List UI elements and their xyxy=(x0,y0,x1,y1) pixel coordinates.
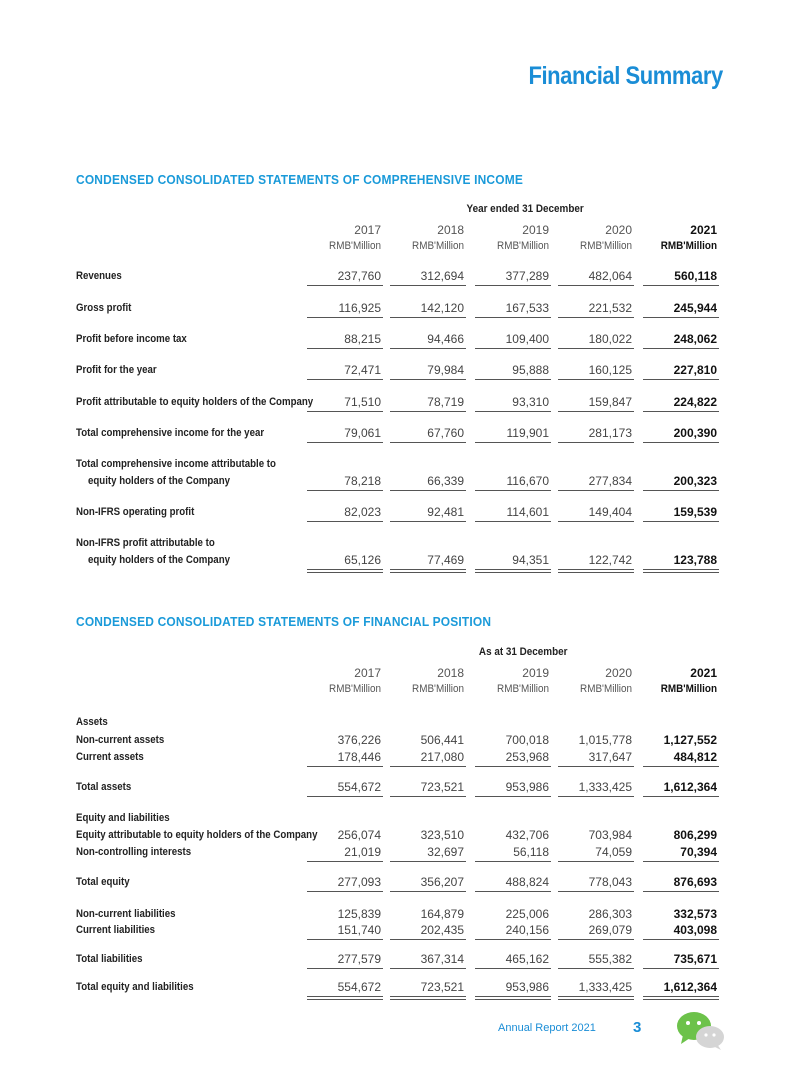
row-underline xyxy=(307,521,383,522)
position-row-label: Equity attributable to equity holders of the Company xyxy=(76,829,318,841)
row-underline xyxy=(643,796,719,797)
position-row-value: 367,314 xyxy=(420,952,464,966)
position-period-label: As at 31 December xyxy=(478,646,568,658)
double-underline xyxy=(475,996,551,1000)
position-row-value: 876,693 xyxy=(673,875,717,889)
income-unit-2018: RMB'Million xyxy=(412,240,464,252)
position-row-label: Non-current assets xyxy=(76,734,165,746)
position-row-value: 554,672 xyxy=(337,980,381,994)
position-row-value: 488,824 xyxy=(505,875,549,889)
income-row-label: Profit before income tax xyxy=(76,333,187,345)
row-underline xyxy=(390,521,466,522)
row-underline xyxy=(643,442,719,443)
position-row-value: 1,333,425 xyxy=(578,980,632,994)
position-row-value: 356,207 xyxy=(420,875,464,889)
position-row-value: 953,986 xyxy=(505,980,549,994)
row-underline xyxy=(643,939,719,940)
income-row-value: 78,218 xyxy=(344,474,381,488)
row-underline xyxy=(558,348,634,349)
position-row-label: Non-controlling interests xyxy=(76,846,192,858)
row-underline xyxy=(307,490,383,491)
position-row-value: 465,162 xyxy=(505,952,549,966)
row-underline xyxy=(307,968,383,969)
income-row-label: Gross profit xyxy=(76,302,132,314)
income-row-label: Non-IFRS operating profit xyxy=(76,506,195,518)
position-row-value: 376,226 xyxy=(337,733,381,747)
income-row-value: 116,925 xyxy=(338,301,381,315)
wechat-logo-icon xyxy=(675,1011,727,1051)
income-row-value: 78,719 xyxy=(427,395,464,409)
position-row-label: Total equity xyxy=(76,876,130,888)
footer-report-title: Annual Report 2021 xyxy=(498,1022,596,1034)
row-underline xyxy=(307,766,383,767)
income-row-value: 159,539 xyxy=(673,505,717,519)
row-underline xyxy=(307,796,383,797)
position-row-value: 277,579 xyxy=(337,952,381,966)
row-underline xyxy=(475,411,551,412)
row-underline xyxy=(558,317,634,318)
position-row-value: 202,435 xyxy=(420,923,464,937)
position-row-value: 56,118 xyxy=(513,845,549,859)
row-underline xyxy=(307,379,383,380)
income-year-2017: 2017 xyxy=(354,223,381,237)
row-underline xyxy=(558,861,634,862)
position-row-label: Current assets xyxy=(76,751,144,763)
position-row-value: 1,127,552 xyxy=(663,733,717,747)
income-row-value: 237,760 xyxy=(337,269,381,283)
row-underline xyxy=(307,285,383,286)
position-row-value: 778,043 xyxy=(588,875,632,889)
row-underline xyxy=(558,521,634,522)
position-row-value: 253,968 xyxy=(505,750,549,764)
income-row-label-cont: equity holders of the Company xyxy=(88,475,230,487)
row-underline xyxy=(643,521,719,522)
position-row-value: 1,015,778 xyxy=(578,733,632,747)
position-year-2018: 2018 xyxy=(437,666,464,680)
income-row-value: 245,944 xyxy=(673,301,717,315)
position-row-value: 21,019 xyxy=(344,845,381,859)
row-underline xyxy=(643,766,719,767)
income-row-value: 200,390 xyxy=(673,426,717,440)
row-underline xyxy=(307,891,383,892)
row-underline xyxy=(390,379,466,380)
row-underline xyxy=(643,861,719,862)
row-underline xyxy=(643,285,719,286)
position-row-value: 432,706 xyxy=(505,828,549,842)
row-underline xyxy=(307,442,383,443)
row-underline xyxy=(558,891,634,892)
income-row-value: 94,466 xyxy=(427,332,464,346)
position-row-value: 484,812 xyxy=(673,750,717,764)
position-row-value: 178,446 xyxy=(337,750,381,764)
row-underline xyxy=(558,796,634,797)
position-unit-2021: RMB'Million xyxy=(660,683,717,695)
position-row-value: 953,986 xyxy=(505,780,549,794)
position-row-value: 1,612,364 xyxy=(663,980,717,994)
income-row-value: 66,339 xyxy=(427,474,464,488)
position-unit-2017: RMB'Million xyxy=(329,683,381,695)
row-underline xyxy=(307,939,383,940)
income-section-title: CONDENSED CONSOLIDATED STATEMENTS OF COMPREHENSIVE INCOME xyxy=(76,172,524,187)
row-underline xyxy=(475,891,551,892)
income-row-value: 122,742 xyxy=(588,553,632,567)
row-underline xyxy=(475,348,551,349)
position-unit-2019: RMB'Million xyxy=(497,683,549,695)
position-unit-2018: RMB'Million xyxy=(412,683,464,695)
row-underline xyxy=(643,317,719,318)
position-row-value: 723,521 xyxy=(420,780,464,794)
position-row-value: 1,612,364 xyxy=(663,780,717,794)
row-underline xyxy=(307,317,383,318)
row-underline xyxy=(390,861,466,862)
income-row-label: Profit for the year xyxy=(76,364,157,376)
position-row-value: 1,333,425 xyxy=(578,780,632,794)
income-row-value: 180,022 xyxy=(588,332,632,346)
income-row-value: 560,118 xyxy=(674,269,717,283)
row-underline xyxy=(390,317,466,318)
position-row-value: 555,382 xyxy=(588,952,632,966)
position-row-value: 125,839 xyxy=(337,907,381,921)
double-underline xyxy=(390,996,466,1000)
income-row-value: 65,126 xyxy=(344,553,381,567)
position-row-value: 225,006 xyxy=(505,907,549,921)
double-underline xyxy=(475,569,551,573)
position-row-value: 506,441 xyxy=(420,733,464,747)
row-underline xyxy=(558,766,634,767)
income-row-value: 114,601 xyxy=(506,505,549,519)
double-underline xyxy=(307,569,383,573)
income-row-value: 95,888 xyxy=(512,363,549,377)
income-row-value: 377,289 xyxy=(505,269,549,283)
income-row-value: 71,510 xyxy=(344,395,381,409)
position-row-value: 164,879 xyxy=(420,907,464,921)
row-underline xyxy=(475,796,551,797)
position-row-value: 554,672 xyxy=(337,780,381,794)
row-underline xyxy=(475,939,551,940)
row-underline xyxy=(643,379,719,380)
row-underline xyxy=(558,442,634,443)
position-row-value: 151,740 xyxy=(337,923,381,937)
row-underline xyxy=(643,891,719,892)
income-row-value: 482,064 xyxy=(588,269,632,283)
position-row-value: 256,074 xyxy=(337,828,381,842)
income-row-value: 92,481 xyxy=(427,505,464,519)
income-period-label: Year ended 31 December xyxy=(466,203,584,215)
income-row-value: 277,834 xyxy=(588,474,632,488)
income-row-label: Total comprehensive income for the year xyxy=(76,427,265,439)
income-row-label: Total comprehensive income attributable to xyxy=(76,458,276,470)
income-row-value: 116,670 xyxy=(506,474,549,488)
row-underline xyxy=(307,348,383,349)
position-row-label: Total assets xyxy=(76,781,132,793)
double-underline xyxy=(643,996,719,1000)
double-underline xyxy=(643,569,719,573)
position-row-value: 286,303 xyxy=(588,907,632,921)
income-row-value: 79,061 xyxy=(344,426,381,440)
income-year-2018: 2018 xyxy=(437,223,464,237)
position-year-2021: 2021 xyxy=(690,666,717,680)
row-underline xyxy=(643,968,719,969)
row-underline xyxy=(307,411,383,412)
income-row-value: 79,984 xyxy=(427,363,464,377)
position-row-value: 32,697 xyxy=(427,845,464,859)
income-unit-2017: RMB'Million xyxy=(329,240,381,252)
position-row-value: 269,079 xyxy=(588,923,632,937)
income-row-value: 221,532 xyxy=(588,301,632,315)
income-row-label: Non-IFRS profit attributable to xyxy=(76,537,215,549)
position-row-value: 317,647 xyxy=(588,750,632,764)
page-number: 3 xyxy=(633,1019,642,1036)
row-underline xyxy=(390,766,466,767)
equity-liabilities-heading: Equity and liabilities xyxy=(76,812,170,824)
income-row-value: 149,404 xyxy=(588,505,632,519)
income-row-value: 227,810 xyxy=(673,363,717,377)
assets-heading: Assets xyxy=(76,716,108,728)
income-row-label-cont: equity holders of the Company xyxy=(88,554,230,566)
income-unit-2020: RMB'Million xyxy=(580,240,632,252)
row-underline xyxy=(475,490,551,491)
position-row-value: 332,573 xyxy=(673,907,717,921)
position-row-value: 735,671 xyxy=(673,952,717,966)
income-row-value: 159,847 xyxy=(588,395,632,409)
income-row-value: 119,901 xyxy=(506,426,549,440)
income-row-label: Profit attributable to equity holders of the Company xyxy=(76,396,314,408)
income-row-value: 93,310 xyxy=(512,395,549,409)
position-year-2020: 2020 xyxy=(605,666,632,680)
row-underline xyxy=(558,490,634,491)
income-year-2021: 2021 xyxy=(690,223,717,237)
income-row-value: 77,469 xyxy=(427,553,464,567)
row-underline xyxy=(475,317,551,318)
row-underline xyxy=(475,442,551,443)
row-underline xyxy=(390,490,466,491)
row-underline xyxy=(558,379,634,380)
double-underline xyxy=(558,996,634,1000)
position-row-value: 806,299 xyxy=(673,828,717,842)
double-underline xyxy=(307,996,383,1000)
row-underline xyxy=(475,379,551,380)
row-underline xyxy=(390,348,466,349)
income-year-2019: 2019 xyxy=(522,223,549,237)
income-row-value: 88,215 xyxy=(344,332,381,346)
row-underline xyxy=(643,490,719,491)
row-underline xyxy=(390,939,466,940)
position-row-value: 70,394 xyxy=(680,845,717,859)
row-underline xyxy=(390,442,466,443)
position-row-value: 217,080 xyxy=(420,750,464,764)
position-row-value: 277,093 xyxy=(337,875,381,889)
page-title: Financial Summary xyxy=(528,62,723,90)
position-section-title: CONDENSED CONSOLIDATED STATEMENTS OF FINANCIAL POSITION xyxy=(76,614,492,629)
income-row-value: 281,173 xyxy=(588,426,632,440)
row-underline xyxy=(475,861,551,862)
income-row-label: Revenues xyxy=(76,270,122,282)
row-underline xyxy=(558,968,634,969)
income-row-value: 109,400 xyxy=(505,332,549,346)
row-underline xyxy=(558,411,634,412)
income-year-2020: 2020 xyxy=(605,223,632,237)
row-underline xyxy=(390,796,466,797)
double-underline xyxy=(558,569,634,573)
position-row-value: 240,156 xyxy=(505,923,549,937)
income-row-value: 82,023 xyxy=(344,505,381,519)
position-row-label: Current liabilities xyxy=(76,924,156,936)
income-unit-2021: RMB'Million xyxy=(660,240,717,252)
income-row-value: 94,351 xyxy=(512,553,549,567)
position-row-value: 703,984 xyxy=(588,828,632,842)
income-row-value: 67,760 xyxy=(427,426,464,440)
row-underline xyxy=(390,891,466,892)
double-underline xyxy=(390,569,466,573)
position-row-value: 700,018 xyxy=(505,733,549,747)
position-row-value: 323,510 xyxy=(420,828,464,842)
row-underline xyxy=(390,968,466,969)
position-row-value: 403,098 xyxy=(673,923,717,937)
position-row-label: Total liabilities xyxy=(76,953,143,965)
row-underline xyxy=(475,766,551,767)
income-row-value: 167,533 xyxy=(505,301,549,315)
row-underline xyxy=(558,939,634,940)
position-unit-2020: RMB'Million xyxy=(580,683,632,695)
position-row-value: 723,521 xyxy=(420,980,464,994)
income-row-value: 224,822 xyxy=(673,395,717,409)
position-row-value: 74,059 xyxy=(595,845,632,859)
position-year-2019: 2019 xyxy=(522,666,549,680)
row-underline xyxy=(475,968,551,969)
row-underline xyxy=(390,411,466,412)
income-row-value: 312,694 xyxy=(420,269,464,283)
income-row-value: 248,062 xyxy=(673,332,717,346)
row-underline xyxy=(558,285,634,286)
position-row-label: Total equity and liabilities xyxy=(76,981,194,993)
row-underline xyxy=(475,285,551,286)
income-row-value: 160,125 xyxy=(588,363,632,377)
row-underline xyxy=(390,285,466,286)
row-underline xyxy=(307,861,383,862)
income-row-value: 72,471 xyxy=(344,363,381,377)
row-underline xyxy=(475,521,551,522)
income-row-value: 142,120 xyxy=(420,301,464,315)
row-underline xyxy=(643,348,719,349)
income-unit-2019: RMB'Million xyxy=(497,240,549,252)
position-year-2017: 2017 xyxy=(354,666,381,680)
income-row-value: 123,788 xyxy=(673,553,717,567)
income-row-value: 200,323 xyxy=(673,474,717,488)
row-underline xyxy=(643,411,719,412)
position-row-label: Non-current liabilities xyxy=(76,908,176,920)
